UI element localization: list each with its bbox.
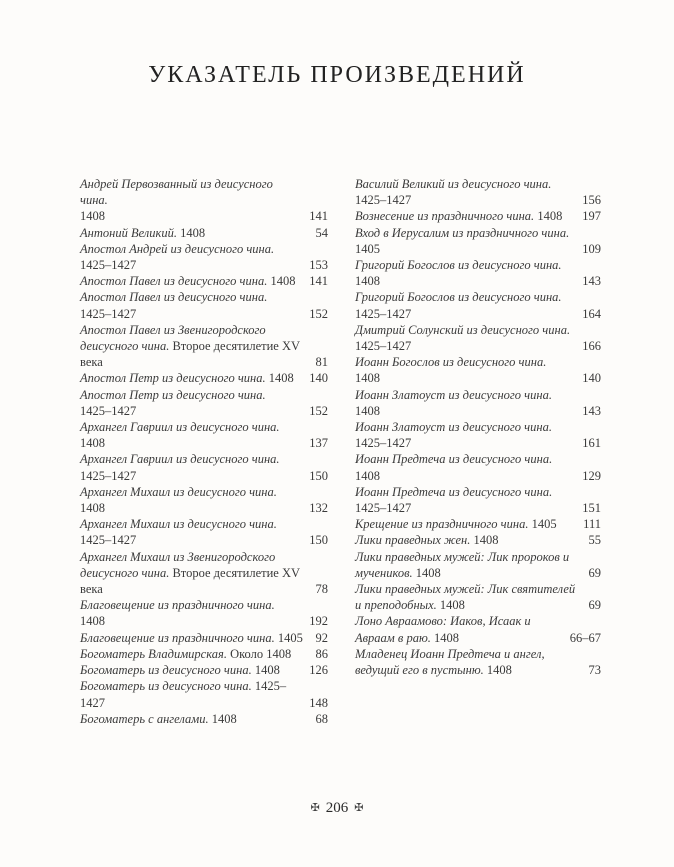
entry-date: 1408 xyxy=(268,371,294,386)
index-entry xyxy=(355,225,601,257)
entry-title: Вход в Иерусалим из праздничного чина. xyxy=(355,225,570,240)
entry-date: 1408 xyxy=(80,501,105,516)
entry-page: 68 xyxy=(315,711,328,726)
entry-date: 1425–1427 xyxy=(355,339,412,354)
index-entry xyxy=(80,630,328,646)
entry-page: 148 xyxy=(309,695,328,710)
entry-date: 1408 xyxy=(80,436,105,451)
index-entry xyxy=(80,289,328,321)
entry-date: 1408 xyxy=(434,630,460,645)
entry-title: Богоматерь Владимирская. xyxy=(80,646,227,661)
entry-page: 140 xyxy=(309,371,328,386)
entry-title: Иоанн Предтеча из деисусного чина. xyxy=(355,452,553,467)
entry-page: 161 xyxy=(582,436,601,451)
index-entry xyxy=(355,549,601,581)
entry-title: Андрей Первозванный из деисусного чина. xyxy=(80,177,273,208)
entry-date: 1408 xyxy=(355,371,380,386)
entry-date: 1425–1427 xyxy=(355,306,412,321)
page-footer xyxy=(0,800,674,817)
index-entry xyxy=(80,678,328,710)
entry-title: Апостол Петр из деисусного чина. xyxy=(80,371,266,386)
index-entry xyxy=(80,484,328,516)
entry-title: Лики праведных мужей: Лик святителей и преподобных. xyxy=(355,582,576,613)
entry-page: 69 xyxy=(588,565,601,580)
entry-date: 1408 xyxy=(355,468,380,483)
entry-date: 1408 xyxy=(473,533,499,548)
entry-page: 153 xyxy=(309,258,328,273)
index-entry xyxy=(80,273,328,289)
entry-page: 111 xyxy=(583,517,601,532)
entry-title: Апостол Петр из деисусного чина. xyxy=(80,387,266,402)
entry-title: Архангел Михаил из деисусного чина. xyxy=(80,484,277,499)
entry-page: 137 xyxy=(309,436,328,451)
entry-date: 1425–1427 xyxy=(355,193,412,208)
entry-title: Иоанн Златоуст из деисусного чина. xyxy=(355,420,552,435)
entry-page: 92 xyxy=(315,630,328,645)
entry-date: 1408 xyxy=(270,274,296,289)
entry-date: 1405 xyxy=(277,630,303,645)
entry-date: 1408 xyxy=(415,565,441,580)
entry-title: Василий Великий из деисусного чина. xyxy=(355,177,552,191)
entry-date: 1405 xyxy=(531,517,557,532)
index-entry xyxy=(355,176,601,208)
entry-date: 1425–1427 xyxy=(80,306,137,321)
index-entry xyxy=(80,516,328,548)
entry-date: 1425–1427 xyxy=(80,468,137,483)
index-entry xyxy=(355,532,601,548)
index-entry xyxy=(80,711,328,727)
entry-title: Архангел Михаил из деисусного чина. xyxy=(80,517,277,532)
entry-date: 1408 xyxy=(537,209,563,224)
entry-date: 1425–1427 xyxy=(355,436,412,451)
entry-page: 81 xyxy=(315,355,328,370)
index-entry xyxy=(355,613,601,645)
entry-title: Григорий Богослов из деисусного чина. xyxy=(355,258,562,273)
entry-title: Апостол Павел из деисусного чина. xyxy=(80,290,268,305)
ornament-left-icon: ✠ xyxy=(310,802,320,814)
index-entry xyxy=(355,387,601,419)
entry-page: 152 xyxy=(309,403,328,418)
entry-date: 1425–1427 xyxy=(80,533,137,548)
entry-page: 152 xyxy=(309,306,328,321)
entry-date: Около 1408 xyxy=(230,646,292,661)
entry-title: Архангел Михаил из Звенигородского деисусного чина. xyxy=(80,549,276,580)
ornament-right-icon: ✠ xyxy=(354,802,364,814)
index-entry xyxy=(80,597,328,629)
entry-date: 1408 xyxy=(355,274,380,289)
entry-title: Младенец Иоанн Предтеча и ангел, ведущий его в пустыню. xyxy=(355,646,545,678)
index-entry xyxy=(355,208,601,224)
entry-title: Архангел Гавриил из деисусного чина. xyxy=(80,452,280,467)
entry-title: Апостол Павел из деисусного чина. xyxy=(80,274,268,289)
entry-page: 166 xyxy=(582,339,601,354)
page-number: 206 xyxy=(325,800,349,816)
index-entry xyxy=(80,646,328,662)
entry-page: 151 xyxy=(582,501,601,516)
entry-date: 1425–1427 xyxy=(80,679,287,710)
entry-title: Богоматерь из деисусного чина. xyxy=(80,663,252,678)
entry-page: 156 xyxy=(582,193,601,208)
entry-date: 1405 xyxy=(355,241,380,256)
entry-page: 109 xyxy=(582,241,601,256)
index-entry xyxy=(355,322,601,354)
entry-date: 1425–1427 xyxy=(355,501,412,516)
entry-page: 129 xyxy=(582,468,601,483)
index-entry xyxy=(355,257,601,289)
entry-page: 132 xyxy=(309,501,328,516)
entry-page: 126 xyxy=(309,663,328,678)
entry-title: Богоматерь с ангелами. xyxy=(80,711,209,726)
entry-date: 1408 xyxy=(80,209,105,224)
entry-title: Крещение из праздничного чина. xyxy=(355,517,529,532)
entry-page: 140 xyxy=(582,371,601,386)
entry-date: 1408 xyxy=(211,711,237,726)
entry-title: Лоно Авраамово: Иаков, Исаак и Авраам в раю. xyxy=(355,614,531,645)
entry-title: Апостол Андрей из деисусного чина. xyxy=(80,241,275,256)
index-entry xyxy=(80,662,328,678)
entry-date: 1408 xyxy=(254,663,280,678)
entry-date: 1408 xyxy=(80,614,105,629)
entry-page: 73 xyxy=(588,663,601,678)
entry-page: 55 xyxy=(588,533,601,548)
entry-title: Богоматерь из деисусного чина. xyxy=(80,679,252,694)
entry-title: Иоанн Златоуст из деисусного чина. xyxy=(355,387,552,402)
entry-page: 192 xyxy=(309,614,328,629)
index-entry xyxy=(355,354,601,386)
index-entry xyxy=(355,419,601,451)
entry-page: 164 xyxy=(582,306,601,321)
entry-page: 54 xyxy=(315,225,328,240)
entry-title: Апостол Павел из Звенигородского деисусного чина. xyxy=(80,322,266,354)
entry-date: Второе десятилетие XV века xyxy=(80,339,300,370)
entry-page: 66–67 xyxy=(569,630,601,645)
entry-title: Иоанн Богослов из деисусного чина. xyxy=(355,355,547,370)
entry-page: 141 xyxy=(309,274,328,289)
entry-date: 1408 xyxy=(180,225,206,240)
entry-page: 69 xyxy=(588,598,601,613)
entry-page: 86 xyxy=(315,646,328,661)
entry-page: 197 xyxy=(582,209,601,224)
entry-page: 141 xyxy=(309,209,328,224)
index-entry xyxy=(80,370,328,386)
entry-date: 1425–1427 xyxy=(80,403,137,418)
index-entry xyxy=(355,484,601,516)
index-entry xyxy=(80,176,328,225)
entry-date: 1408 xyxy=(486,663,512,678)
entry-page: 150 xyxy=(309,468,328,483)
entry-title: Иоанн Предтеча из деисусного чина. xyxy=(355,484,553,499)
entry-title: Благовещение из праздничного чина. xyxy=(80,630,275,645)
index-entry xyxy=(80,322,328,371)
index-entry xyxy=(80,419,328,451)
index-entry xyxy=(80,549,328,598)
entry-date: 1408 xyxy=(439,598,465,613)
entry-title: Антоний Великий. xyxy=(80,225,177,240)
page-title: УКАЗАТЕЛЬ ПРОИЗВЕДЕНИЙ xyxy=(148,62,526,88)
entry-page: 150 xyxy=(309,533,328,548)
index-entry xyxy=(355,289,601,321)
entry-title: Григорий Богослов из деисусного чина. xyxy=(355,290,562,305)
entry-date: Второе десятилетие XV века xyxy=(80,565,300,597)
index-entry xyxy=(355,646,601,678)
index-entry xyxy=(80,387,328,419)
entry-title: Благовещение из праздничного чина. xyxy=(80,598,275,613)
entry-title: Лики праведных мужей: Лик пророков и мучеников. xyxy=(355,549,570,580)
index-entry xyxy=(80,451,328,483)
index-entry xyxy=(80,241,328,273)
index-column-right xyxy=(355,176,601,678)
entry-title: Архангел Гавриил из деисусного чина. xyxy=(80,420,280,435)
index-entry xyxy=(355,451,601,483)
entry-page: 143 xyxy=(582,403,601,418)
entry-date: 1425–1427 xyxy=(80,258,137,273)
entry-title: Лики праведных жен. xyxy=(355,533,471,548)
entry-title: Дмитрий Солунский из деисусного чина. xyxy=(355,322,571,337)
entry-page: 78 xyxy=(315,582,328,597)
index-entry xyxy=(355,581,601,613)
index-entry xyxy=(80,225,328,241)
index-column-left xyxy=(80,176,328,727)
entry-title: Вознесение из праздничного чина. xyxy=(355,209,535,224)
entry-page: 143 xyxy=(582,274,601,289)
index-entry xyxy=(355,516,601,532)
entry-date: 1408 xyxy=(355,403,380,418)
